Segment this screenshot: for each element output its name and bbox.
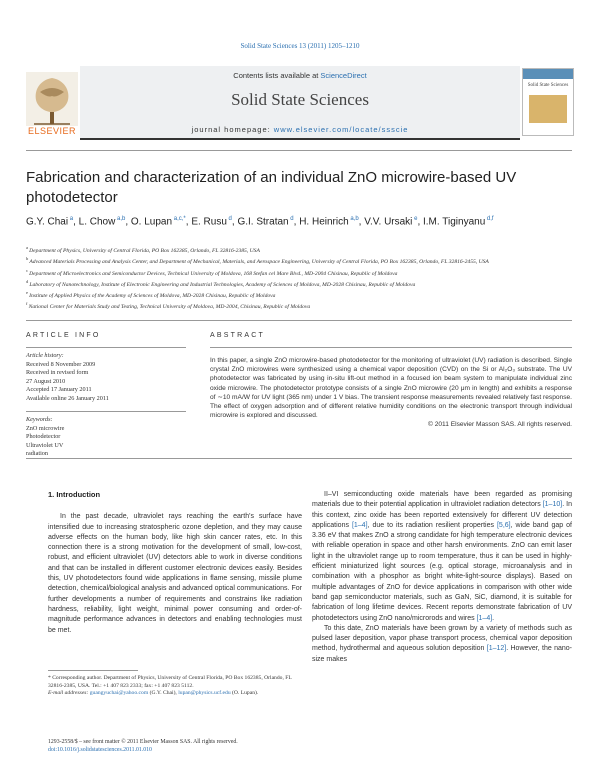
history-line: Accepted 17 January 2011: [26, 386, 92, 393]
affiliation: [26, 244, 572, 255]
intro-paragraph-continued: [312, 490, 572, 624]
cover-title: Solid State Sciences: [527, 83, 569, 88]
author-list: G.Y. Chai $^a$, L. Chow $^{a,b}$, O. Lupan $^{a,c,*}$, E. Rusu $^d$, G.I. Stratan $^d$, H. Heinrich $^{a,b}$, V.V. Ursaki $^e$, I.M. Tiginyanu $^{d,f}$: [26, 216, 494, 228]
affiliation-text: Advanced Materials Processing and Analysis Center, and Department of Mechanical, Materials, and Aerospace Engineering, University of Central Florida, PO Box 162385, Orlando, FL 32816-2455, USA: [29, 259, 489, 266]
affiliation: [26, 300, 572, 311]
affiliation: [26, 255, 572, 266]
affiliation-list: [26, 244, 572, 312]
bottom-meta: [48, 738, 308, 754]
author-name[interactable]: L. Chow: [78, 216, 116, 228]
affiliation-marker: b: [26, 256, 30, 262]
cover-band: [523, 69, 573, 79]
author-affiliation-marker[interactable]: d: [288, 216, 294, 222]
footnotes: [48, 670, 302, 698]
author-name[interactable]: G.Y. Chai: [26, 216, 69, 228]
keyword: Ultraviolet UV: [26, 441, 64, 449]
citation-link[interactable]: [1–4]: [476, 614, 493, 622]
author-affiliation-marker[interactable]: a,c,*: [172, 216, 186, 222]
author-name[interactable]: E. Rusu: [191, 216, 227, 228]
affiliation-marker: f: [26, 301, 29, 307]
author-affiliation-marker[interactable]: e: [412, 216, 418, 222]
text-run: , wide band gap of 3.36 eV that makes ZnO a strong candidate for high temperature electronic devices with reliable operation in space and other harsh environments. ZnO can emit laser light in the ultraviolet range up to room temperature, thus it can be used in highly-efficient miniaturized light sources (e.g. optical storage, microanalysis and in combination with a phosphor as bright white-light-source displays). Based on multiple advantages of ZnO for device applications in comparison with other wide band gap semiconductor materials, such as GaN, SiC, diamond, it is suitable for fabrication of long lifetime devices. Recent reports demonstrate fabrication of UV photodetectors using ZnO nano/microrods and wires: [312, 521, 572, 622]
elsevier-tree-logo: [26, 72, 78, 134]
author-affiliation-marker[interactable]: d: [226, 216, 232, 222]
email-owner: (G.Y. Chai),: [148, 690, 179, 697]
journal-homepage: [80, 125, 520, 134]
abstract-text: In this paper, a single ZnO microwire-based photodetector for the monitoring of ultraviolet (UV) radiation is described. Single crystal ZnO microwires were synthesized using a chemical vapor deposition (CVD) on the Si or Al₂O₃ substrate. The UV photodetector was fabricated by using in-situ lift-out method in a focused ion beam system to manipulate individual zinc oxide microwire. The photodetector prototype consists of a single ZnO microwire (20 μm in length) and exhibits a response of ∼10 mA/W for UV light (365 nm) under 1 V bias. The transient response measurements revealed relatively fast response. The effect of oxygen adsorption and of different relative humidity conditions on the electronic transport through individual microwire is explored and discussed.: [210, 357, 572, 420]
journal-title: Solid State Sciences: [231, 90, 369, 109]
author-name[interactable]: O. Lupan: [130, 216, 173, 228]
body-left-column: [48, 490, 302, 636]
article-history: [26, 347, 186, 403]
affiliation-text: Department of Physics, University of Central Florida, PO Box 162385, Orlando, FL 32816-2385, USA: [29, 247, 260, 254]
history-label: Article history:: [26, 352, 64, 359]
affiliation: [26, 278, 572, 289]
issn-line: 1293-2558/$ – see front matter © 2011 Elsevier Masson SAS. All rights reserved.: [48, 739, 238, 745]
email-link[interactable]: guangyuchai@yahoo.com: [89, 690, 149, 697]
affiliation-marker: e: [26, 290, 30, 296]
history-line: 27 August 2010: [26, 377, 66, 385]
citation-link[interactable]: [1–10]: [542, 501, 563, 509]
keyword: ZnO microwire: [26, 424, 65, 432]
email-owner: (O. Lupan).: [230, 690, 259, 697]
keywords-label: Keywords:: [26, 416, 53, 423]
text-run: II–VI semiconducting oxide materials have been regarded as promising materials due to their potential application in ultraviolet radiation detectors: [312, 491, 572, 509]
citation-link[interactable]: [1–12]: [486, 645, 507, 653]
author-affiliation-marker[interactable]: d,f: [485, 216, 494, 222]
intro-paragraph-2: [312, 624, 572, 665]
affiliation-marker: d: [26, 278, 30, 284]
affiliation-text: Laboratory of Nanotechnology, Institute of Electronic Engineering and Industrial Technologies, Academy of Sciences of Moldova, MD-2028 Chisinau, Republic of Moldova: [29, 281, 416, 288]
affiliation-rule: [26, 320, 572, 321]
article-info: [26, 332, 186, 459]
abstract-label: ABSTRACT: [210, 332, 265, 339]
history-line: Received 8 November 2009: [26, 360, 96, 368]
citation-link[interactable]: [5,6]: [496, 521, 511, 529]
keyword: radiation: [26, 450, 48, 457]
header-rule: [26, 150, 572, 151]
elsevier-wordmark: ELSEVIER: [27, 126, 77, 136]
doi-link[interactable]: doi:10.1016/j.solidstatesciences.2011.01.010: [48, 747, 152, 753]
history-line: Available online 26 January 2011: [26, 394, 109, 402]
author-name[interactable]: I.M. Tiginyanu: [423, 216, 486, 228]
section-heading-introduction: 1. Introduction: [48, 490, 101, 499]
author-affiliation-marker[interactable]: a: [68, 216, 74, 222]
sciencedirect-link[interactable]: ScienceDirect: [320, 71, 367, 80]
body-right-column: [312, 490, 572, 665]
citation-link[interactable]: [1–4]: [351, 521, 368, 529]
history-line: Received in revised form: [26, 369, 89, 376]
author-name[interactable]: H. Heinrich: [299, 216, 349, 228]
text-run: , due to its radiation resilient properties: [367, 521, 497, 529]
author-name[interactable]: G.I. Stratan: [237, 216, 289, 228]
affiliation: [26, 267, 572, 278]
abstract-rule: [26, 458, 572, 459]
text-run: . However, the nano-size makes: [312, 645, 572, 663]
affiliation-text: Department of Microelectronics and Semiconductor Devices, Technical University of Moldova, 168 Stefan cel Mare Blvd., MD-2004 Chisinau, Republic of Moldova: [29, 270, 398, 277]
footnote-rule: [48, 670, 138, 671]
article-info-label: ARTICLE INFO: [26, 332, 101, 339]
text-run: . In this context, zinc oxide has been reported extensively for different UV detection applications: [312, 501, 572, 529]
contents-prefix: Contents lists available at: [233, 71, 321, 80]
affiliation-text: Institute of Applied Physics of the Academy of Sciences of Moldova, MD-2028 Chisinau, Republic of Moldova: [29, 292, 276, 299]
journal-reference[interactable]: Solid State Sciences 13 (2011) 1205–1210: [240, 42, 360, 50]
abstract-section: [210, 332, 572, 428]
article-title: Fabrication and characterization of an individual ZnO microwire-based UV photodetector: [26, 169, 517, 206]
homepage-prefix: journal homepage:: [191, 125, 274, 134]
author-name[interactable]: V.V. Ursaki: [364, 216, 413, 228]
contents-line: [80, 71, 520, 80]
email-label: E-mail addresses:: [48, 690, 90, 697]
email-note: [48, 690, 302, 698]
email-link[interactable]: lupan@physics.ucf.edu: [178, 690, 231, 697]
corresponding-author-note: * Corresponding author. Department of Physics, University of Central Florida, PO Box 162385, Orlando, FL 32816-2385, USA. Tel.: +1 407 823 2333; fax: +1 407 823 5112.: [48, 675, 292, 689]
affiliation-text: National Center for Materials Study and Testing, Technical University of Moldova, MD-2004, Chisinau, Republic of Moldova: [28, 304, 311, 311]
homepage-link[interactable]: www.elsevier.com/locate/ssscie: [273, 125, 409, 134]
author-affiliation-marker[interactable]: a,b: [348, 216, 359, 222]
intro-paragraph: In the past decade, ultraviolet rays reaching the earth's surface have intensified due to increasing stratospheric ozone depletion, and they may cause adverse effects on the human body, like high skin cancer rates, etc. In this connection there is a strong motivation for the development of small, low-cost, robust, and efficient ultraviolet (UV) detectors able to work in diverse conditions and that can be installed in different customer electronic devices easily. Besides this, UV photodetectors found wide applications in flame sensing, missile plume detection, chemical/biological analysis and advanced optical communications. For further developments a number of requirements and constrains like radiation hardness, reliability, light weight, minimal power consuming and order-of-magnitude performance advances in detectors and enabling technologies must be met.: [48, 513, 302, 634]
affiliation-marker: c: [26, 267, 30, 273]
cover-image: [529, 95, 567, 123]
keyword: Photodetector: [26, 433, 61, 440]
abstract-copyright: © 2011 Elsevier Masson SAS. All rights reserved.: [428, 421, 572, 429]
text-run: To this date, ZnO materials have been grown by a variety of methods such as pulsed laser deposition, vapor phase transport process, chemical vapor deposition method, hydrothermal and aqueous solution deposition: [312, 624, 572, 653]
keywords: [26, 411, 186, 459]
author-affiliation-marker[interactable]: a,b: [115, 216, 126, 222]
journal-cover-thumbnail: [522, 68, 574, 136]
text-run: .: [492, 614, 495, 622]
affiliation-marker: a: [26, 245, 30, 250]
affiliation: [26, 289, 572, 300]
